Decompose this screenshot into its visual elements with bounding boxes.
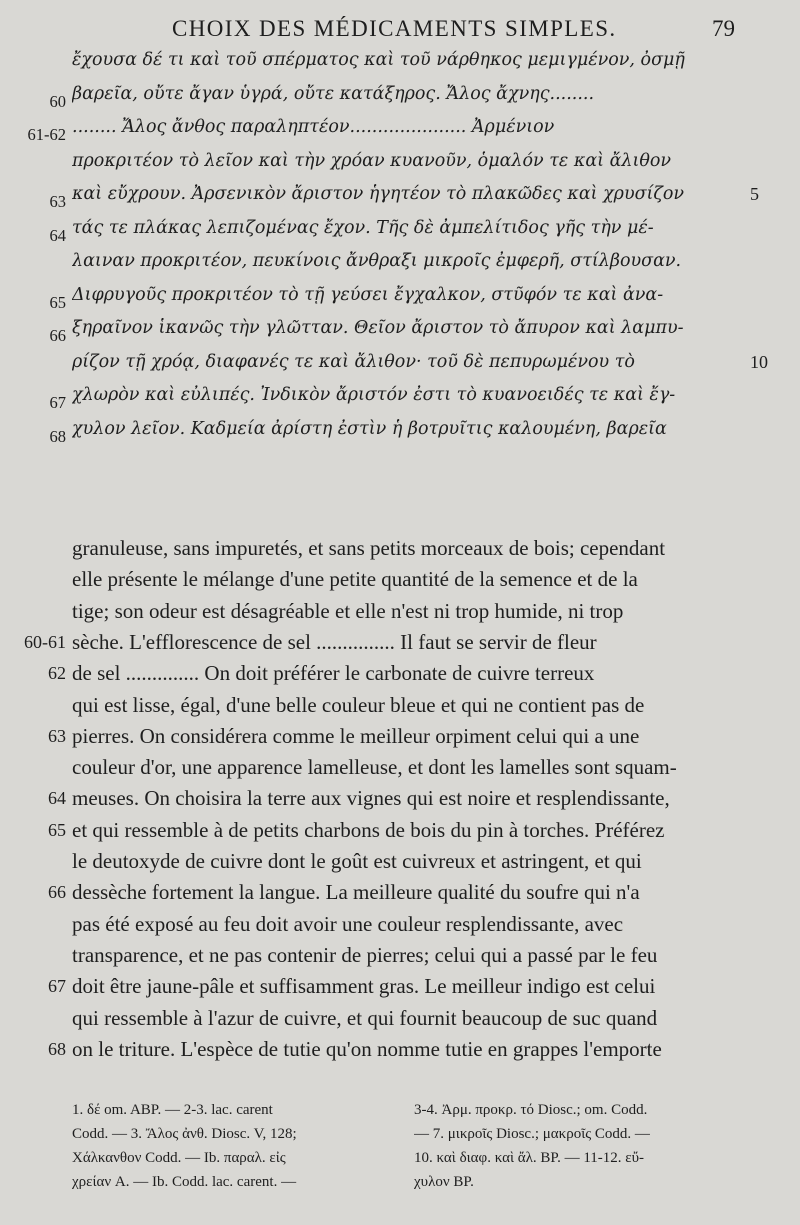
french-line-text: on le triture. L'espèce de tutie qu'on nomme tutie en grappes l'emporte bbox=[72, 1036, 662, 1061]
french-line bbox=[0, 782, 800, 812]
french-line bbox=[0, 845, 800, 875]
french-line bbox=[0, 1002, 800, 1032]
line-number: 65 bbox=[49, 292, 66, 312]
footnote-line: χυλον BP. bbox=[414, 1174, 474, 1190]
greek-line bbox=[0, 415, 800, 445]
footnotes-right-column bbox=[414, 1098, 744, 1194]
french-line-text: dessèche fortement la langue. La meilleure qualité du soufre qui n'a bbox=[72, 880, 640, 905]
line-number: 65 bbox=[48, 819, 66, 840]
greek-line bbox=[0, 381, 800, 411]
footnote-line: Χάλκανθον Codd. — Ib. παραλ. εἰς bbox=[72, 1150, 286, 1166]
footnote-line: χρείαν A. — Ib. Codd. lac. carent. — bbox=[72, 1174, 297, 1190]
running-title: CHOIX DES MÉDICAMENTS SIMPLES. bbox=[172, 16, 617, 41]
french-line-text: granuleuse, sans impuretés, et sans petits morceaux de bois; cependant bbox=[72, 536, 666, 560]
line-number: 60-61 bbox=[24, 631, 66, 652]
margin-line-count: 5 bbox=[750, 184, 759, 204]
greek-line bbox=[0, 180, 800, 210]
line-number: 61-62 bbox=[27, 125, 66, 144]
greek-line bbox=[0, 80, 800, 110]
footnote-line: Codd. — 3. Ἄλος ἀνθ. Diosc. V, 128; bbox=[72, 1126, 297, 1142]
greek-line bbox=[0, 281, 800, 311]
greek-line bbox=[0, 46, 800, 76]
french-line bbox=[0, 720, 800, 750]
french-line-text: meuses. On choisira la terre aux vignes qui est noire et resplendissante, bbox=[72, 786, 670, 811]
french-line-text: transparence, et ne pas contenir de pierres; celui qui a passé par le feu bbox=[72, 942, 658, 967]
french-line bbox=[0, 595, 800, 625]
french-line-text: tige; son odeur est désagréable et elle n'est ni trop humide, ni trop bbox=[72, 598, 624, 623]
greek-line-text: χυλον λεῖον. Καδμεία ἀρίστη ἐστὶν ἡ βοτρυῖτις καλουμένη, βαρεῖα bbox=[72, 418, 667, 439]
french-line-text: le deutoxyde de cuivre dont le goût est cuivreux et astringent, et qui bbox=[72, 849, 642, 873]
french-line bbox=[0, 657, 800, 687]
greek-line-text: Διφρυγοῦς προκριτέον τὸ τῇ γεύσει ἔγχαλκον, στῦφόν τε καὶ ἀνα- bbox=[72, 284, 664, 305]
line-number: 67 bbox=[48, 976, 66, 997]
french-line bbox=[0, 908, 800, 938]
french-line-text: couleur d'or, une apparence lamelleuse, et dont les lamelles sont squam- bbox=[72, 755, 677, 780]
french-line-text: pierres. On considérera comme le meilleur orpiment celui qui a une bbox=[72, 723, 640, 748]
greek-line-text: ξηραῖνον ἱκανῶς τὴν γλῶτταν. Θεῖον ἄριστον τὸ ἄπυρον καὶ λαμπυ- bbox=[72, 318, 684, 338]
french-line-text: et qui ressemble à de petits charbons de bois du pin à torches. Préférez bbox=[72, 817, 665, 842]
line-number: 60 bbox=[49, 91, 66, 111]
french-line bbox=[0, 814, 800, 844]
greek-line-text: λαιναν προκριτέον, πευκίνοις ἄνθραξι μικροῖς ἐμφερῆ, στίλβουσαν. bbox=[72, 251, 682, 271]
french-line bbox=[0, 970, 800, 1000]
greek-line-text: τάς τε πλάκας λεπιζομένας ἔχον. Τῆς δὲ ἀμπελίτιδος γῆς τὴν μέ- bbox=[72, 217, 654, 238]
french-line bbox=[0, 563, 800, 593]
french-line bbox=[0, 876, 800, 906]
footnote-line: 3-4. Ἀρμ. προκρ. τό Diosc.; om. Codd. bbox=[414, 1102, 648, 1118]
french-line-text: pas été exposé au feu doit avoir une couleur resplendissante, avec bbox=[72, 911, 624, 936]
greek-line-text: προκριτέον τὸ λεῖον καὶ τὴν χρόαν κυανοῦν, ὁμαλόν τε καὶ ἄλιθον bbox=[72, 150, 672, 171]
line-number: 63 bbox=[48, 725, 66, 746]
greek-line bbox=[0, 147, 800, 177]
line-number: 66 bbox=[49, 326, 66, 345]
greek-line bbox=[0, 348, 800, 378]
french-line bbox=[0, 532, 800, 562]
greek-line bbox=[0, 247, 800, 277]
greek-line-text: ἔχουσα δέ τι καὶ τοῦ σπέρματος καὶ τοῦ νάρθηκος μεμιγμένον, ὀσμῇ bbox=[72, 50, 685, 70]
greek-line bbox=[0, 314, 800, 344]
line-number: 67 bbox=[49, 393, 66, 412]
french-line bbox=[0, 939, 800, 969]
greek-line bbox=[0, 214, 800, 244]
margin-line-count: 10 bbox=[750, 351, 768, 372]
line-number: 68 bbox=[48, 1038, 66, 1059]
line-number: 64 bbox=[49, 225, 66, 245]
line-number: 66 bbox=[48, 882, 66, 903]
french-line-text: qui ressemble à l'azur de cuivre, et qui fournit beaucoup de suc quand bbox=[72, 1005, 658, 1030]
french-line-text: qui est lisse, égal, d'une belle couleur bleue et qui ne contient pas de bbox=[72, 692, 645, 717]
page-number: 79 bbox=[712, 16, 735, 41]
greek-line-text: χλωρὸν καὶ εὐλιπές. Ἰνδικὸν ἄριστόν ἐστι τὸ κυανοειδές τε καὶ ἔγ- bbox=[72, 385, 676, 405]
french-line bbox=[0, 1033, 800, 1063]
french-line-text: sèche. L'efflorescence de sel ............... Il faut se servir de fleur bbox=[72, 629, 597, 654]
french-line bbox=[0, 751, 800, 781]
french-line-text: de sel .............. On doit préférer le carbonate de cuivre terreux bbox=[72, 661, 595, 686]
line-number: 63 bbox=[49, 192, 66, 211]
greek-line-text: βαρεῖα, οὔτε ἄγαν ὑγρά, οὔτε κατάξηρος. Ἄλος ἄχνης........ bbox=[72, 83, 595, 104]
line-number: 62 bbox=[48, 663, 66, 684]
greek-line bbox=[0, 113, 800, 143]
footnote-line: 1. δέ om. ABP. — 2-3. lac. carent bbox=[72, 1102, 273, 1118]
french-line-text: elle présente le mélange d'une petite quantité de la semence et de la bbox=[72, 567, 638, 592]
french-line bbox=[0, 689, 800, 719]
greek-line-text: ρίζον τῇ χρόᾳ, διαφανές τε καὶ ἄλιθον· τοῦ δὲ πεπυρωμένου τὸ bbox=[72, 351, 635, 372]
french-line-text: doit être jaune-pâle et suffisamment gras. Le meilleur indigo est celui bbox=[72, 974, 656, 999]
greek-line-text: καὶ εὔχρουν. Ἀρσενικὸν ἄριστον ἡγητέον τὸ πλακῶδες καὶ χρυσίζον bbox=[72, 184, 685, 204]
line-number: 68 bbox=[49, 426, 66, 446]
footnote-line: — 7. μικροῖς Diosc.; μακροῖς Codd. — bbox=[414, 1126, 650, 1142]
line-number: 64 bbox=[48, 788, 66, 809]
footnotes-left-column bbox=[72, 1098, 402, 1194]
footnote-line: 10. καὶ διαφ. καὶ ἄλ. BP. — 11-12. εὔ- bbox=[414, 1150, 644, 1166]
greek-line-text: ........ Ἄλος ἄνθος παραληπτέον..................... Ἀρμένιον bbox=[72, 117, 555, 137]
french-line bbox=[0, 626, 800, 656]
